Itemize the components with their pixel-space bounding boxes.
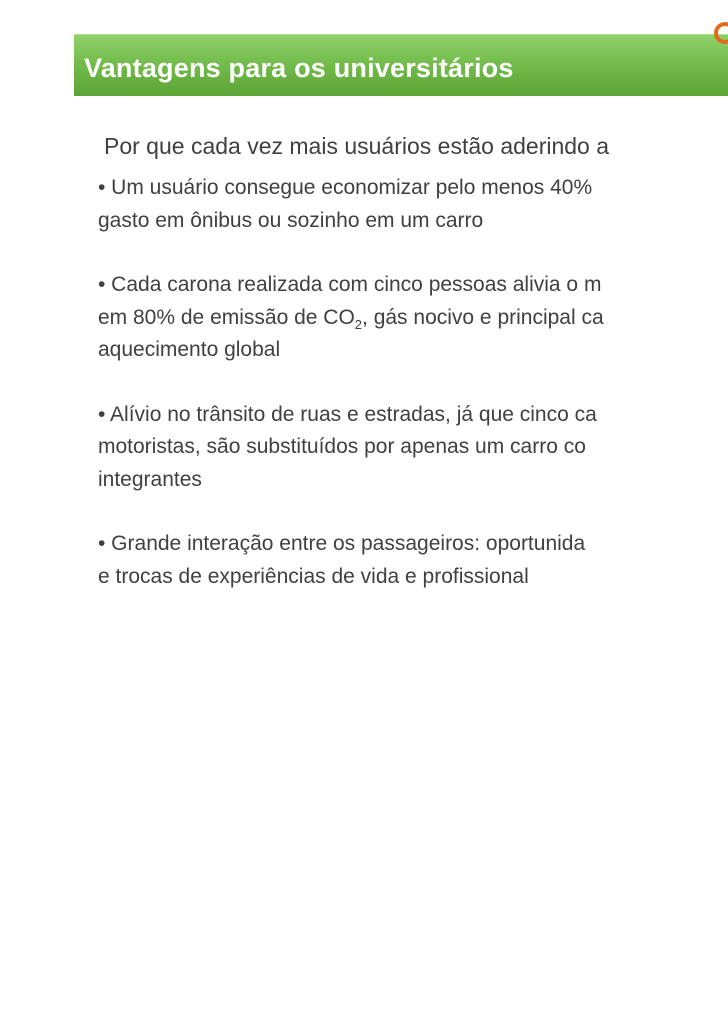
bullet-savings	[98, 172, 728, 237]
bullet-interaction	[98, 528, 728, 593]
bullet-traffic	[98, 399, 728, 497]
title-bar	[74, 34, 728, 96]
bullet-line-co2	[98, 302, 728, 335]
bullet-line: • Um usuário consegue economizar pelo menos 40%	[98, 176, 593, 199]
bullet-line: motoristas, são substituídos por apenas um carro co	[98, 435, 586, 458]
co2-subscript: 2	[354, 316, 363, 332]
co2-text-before: em 80% de emissão de CO	[98, 305, 355, 329]
bullet-line: • Alívio no trânsito de ruas e estradas, já que cinco ca	[98, 402, 597, 426]
slide-title: Vantagens para os universitários	[84, 53, 514, 83]
bullet-line: e trocas de experiências de vida e profissional	[98, 564, 529, 588]
bullet-line: gasto em ônibus ou sozinho em um carro	[98, 208, 484, 232]
bullet-line: • Cada carona realizada com cinco pessoas alivia o m	[98, 273, 602, 296]
bullet-line: integrantes	[98, 467, 202, 491]
co2-text-after: , gás nocivo e principal ca	[362, 305, 604, 329]
bullet-emissions	[98, 269, 728, 367]
lead-question: Por que cada vez mais usuários estão aderindo a	[104, 133, 610, 159]
bullet-line: aquecimento global	[98, 338, 281, 361]
bullet-line: • Grande interação entre os passageiros: oportunida	[98, 532, 586, 555]
slide-content	[98, 126, 728, 625]
